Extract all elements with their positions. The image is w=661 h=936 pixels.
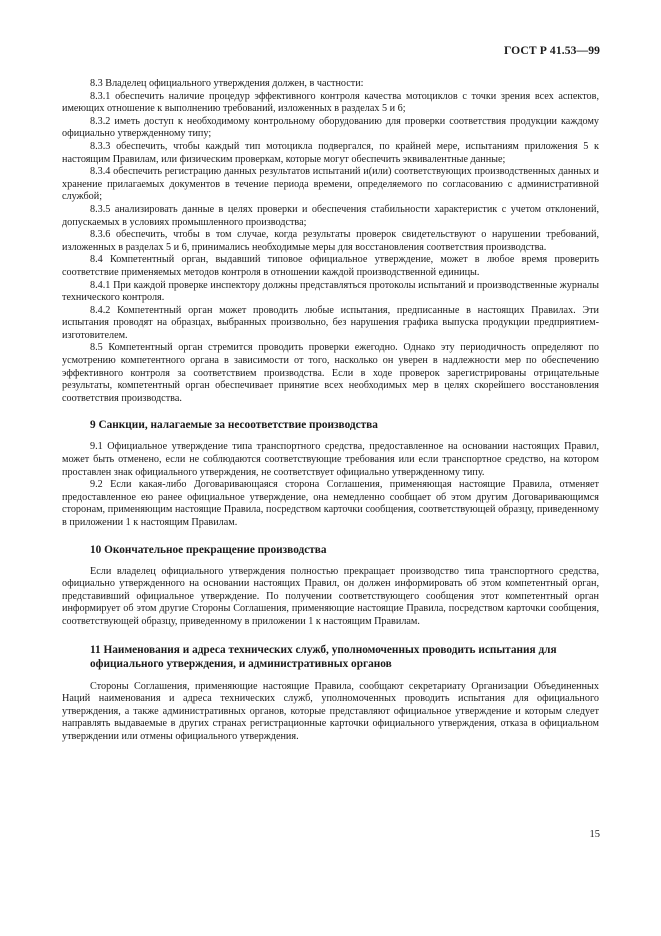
- document-code-header: ГОСТ Р 41.53—99: [503, 44, 600, 57]
- paragraph-9-1: 9.1 Официальное утверждение типа транспортного средства, предоставленное на основании настоящих Правил, может быть отменено, если не соблюдаются соответствующие требования или если транспортное средство, на котором проставлен знак официального утверждения, не соответствует официально утвержденному типу.: [62, 441, 599, 478]
- paragraph-8-3-6: 8.3.6 обеспечить, чтобы в том случае, когда результаты проверок свидетельствуют о нарушении требований, изложенных в разделах 5 и 6, принимались необходимые меры для восстановления соответствия производства.: [62, 229, 599, 253]
- paragraph-8-3-1: 8.3.1 обеспечить наличие процедур эффективного контроля качества мотоциклов с точки зрения всех аспектов, имеющих отношение к выполнению требований, изложенных в разделах 5 и 6;: [62, 90, 599, 115]
- paragraph-8-4-2: 8.4.2 Компетентный орган может проводить любые испытания, предписанные в настоящих Правилах. Эти испытания проводят на образцах, выбранных произвольно, без нарушения графика выпуска продукции предприятием-изготовителем.: [62, 304, 599, 341]
- paragraph-8-3-4: 8.3.4 обеспечить регистрацию данных результатов испытаний и(или) соответствующих производственных данных и хранение прилагаемых документов в течение периода времени, определяемого по согласованию с административной службой;: [62, 166, 599, 203]
- section-8-body: [62, 78, 599, 405]
- paragraph-8-3-5: 8.3.5 анализировать данные в целях проверки и обеспечения стабильности характеристик с учетом отклонений, допускаемых в условиях промышленного производства;: [62, 203, 599, 228]
- paragraph-8-5: 8.5 Компетентный орган стремится проводить проверки ежегодно. Однако эту периодичность определяют по усмотрению компетентного органа в зависимости от того, насколько он уверен в надлежности мер по обеспечению эффективного контроля за соответствием производства. Если в ходе проверок зарегистрированы отрицательные результаты, компетентный орган обеспечивает принятие всех необходимых мер в целях скорейшего восстановления соответствия производства.: [62, 342, 599, 404]
- section-9-body: [62, 441, 599, 529]
- paragraph-8-4: 8.4 Компетентный орган, выдавший типовое официальное утверждение, может в любое время проверить соответствие применяемых методов контроля в отношении каждой производственной единицы.: [62, 254, 599, 278]
- section-10-body: [62, 566, 599, 629]
- paragraph-8-3-3: 8.3.3 обеспечить, чтобы каждый тип мотоцикла подвергался, по крайней мере, испытаниям приложения 5 к настоящим Правилам, или физическим проверкам, которые могут обеспечить эквивалентные данные;: [62, 140, 599, 165]
- paragraph-8-4-1: 8.4.1 При каждой проверке инспектору должны представляться протоколы испытаний и производственные журналы технического контроля.: [62, 279, 599, 304]
- section-11-body: [62, 681, 599, 744]
- paragraph-11: Стороны Соглашения, применяющие настоящие Правила, сообщают секретариату Организации Объединенных Наций наименования и адреса технических служб, уполномоченных проводить испытания для официального утверждения, а также административных органов, которые представляют официальное утверждение и которым следует направлять выдаваемые в других странах регистрационные карточки официального утверждения, отказа в официальном утверждении или отмены официального утверждения.: [62, 680, 599, 742]
- paragraph-10: Если владелец официального утверждения полностью прекращает производство типа транспортного средства, официально утвержденного на основании настоящих Правил, он должен информировать об этом компетентный орган, представивший официальное утверждение. По получении соответствующего сообщения этот компетентный орган информирует об этом другие Стороны Соглашения, применяющие настоящие Правила, посредством карточки сообщения, соответствующей образцу, приведенному в приложении 1 к настоящим Правилам.: [62, 565, 599, 627]
- section-9-heading: 9 Санкции, налагаемые за несоответствие производства: [90, 419, 378, 432]
- paragraph-8-3-2: 8.3.2 иметь доступ к необходимому контрольному оборудованию для проверки соответствия продукции каждому официально утвержденному типу;: [62, 115, 599, 140]
- paragraph-8-3: 8.3 Владелец официального утверждения должен, в частности:: [90, 78, 364, 89]
- paragraph-9-2: 9.2 Если какая-либо Договаривающаяся сторона Соглашения, применяющая настоящие Правила, отменяет предоставленное ею ранее официальное утверждение, она немедленно сообщает об этом другим Договаривающимся сторонам, применяющим настоящие Правила, посредством карточки сообщения, соответствующей образцу, приведенному в приложении 1 к настоящим Правилам.: [62, 479, 599, 528]
- page-number: 15: [589, 829, 600, 840]
- section-11-heading: 11 Наименования и адреса технических служб, уполномоченных проводить испытания для официального утверждения, и административных органов: [90, 643, 557, 670]
- page-content: [62, 78, 599, 744]
- section-10-heading: 10 Окончательное прекращение производства: [90, 543, 327, 556]
